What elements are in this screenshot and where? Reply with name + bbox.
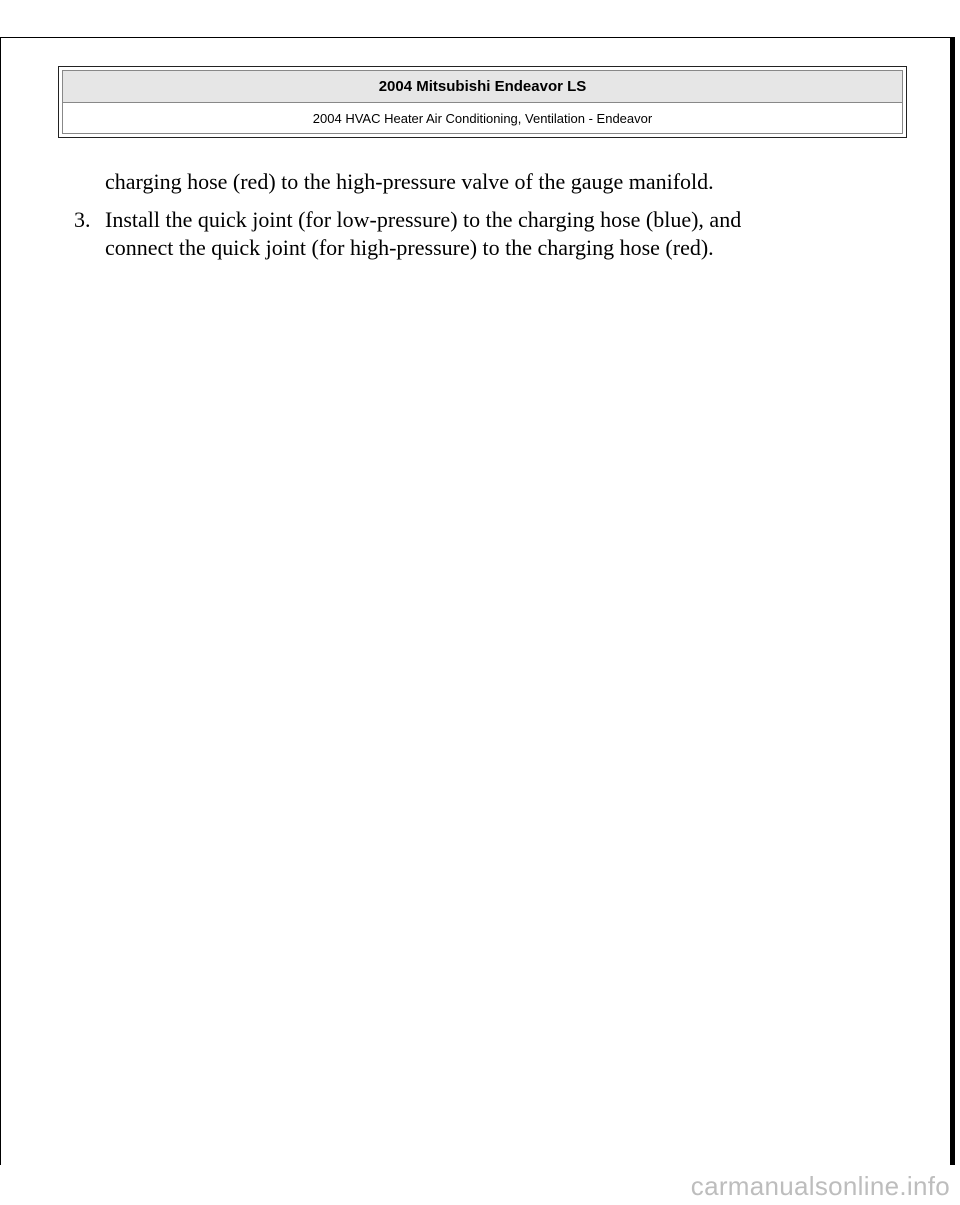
step-text	[105, 206, 865, 262]
document-header	[58, 66, 907, 138]
step-text-line: connect the quick joint (for high-pressure) to the charging hose (red).	[105, 235, 714, 260]
step-number: 3.	[74, 207, 91, 232]
step-text-line: Install the quick joint (for low-pressure) to the charging hose (blue), and	[105, 207, 742, 232]
header-subtitle: 2004 HVAC Heater Air Conditioning, Ventilation - Endeavor	[312, 110, 653, 126]
header-title: 2004 Mitsubishi Endeavor LS	[63, 71, 902, 103]
continued-paragraph: charging hose (red) to the high-pressure valve of the gauge manifold.	[105, 169, 714, 194]
header-table	[62, 70, 903, 134]
page-frame-right	[950, 37, 955, 1165]
page-frame-top	[0, 37, 954, 38]
page-frame-left	[0, 37, 1, 1165]
site-watermark: carmanualsonline.info	[690, 1171, 950, 1201]
